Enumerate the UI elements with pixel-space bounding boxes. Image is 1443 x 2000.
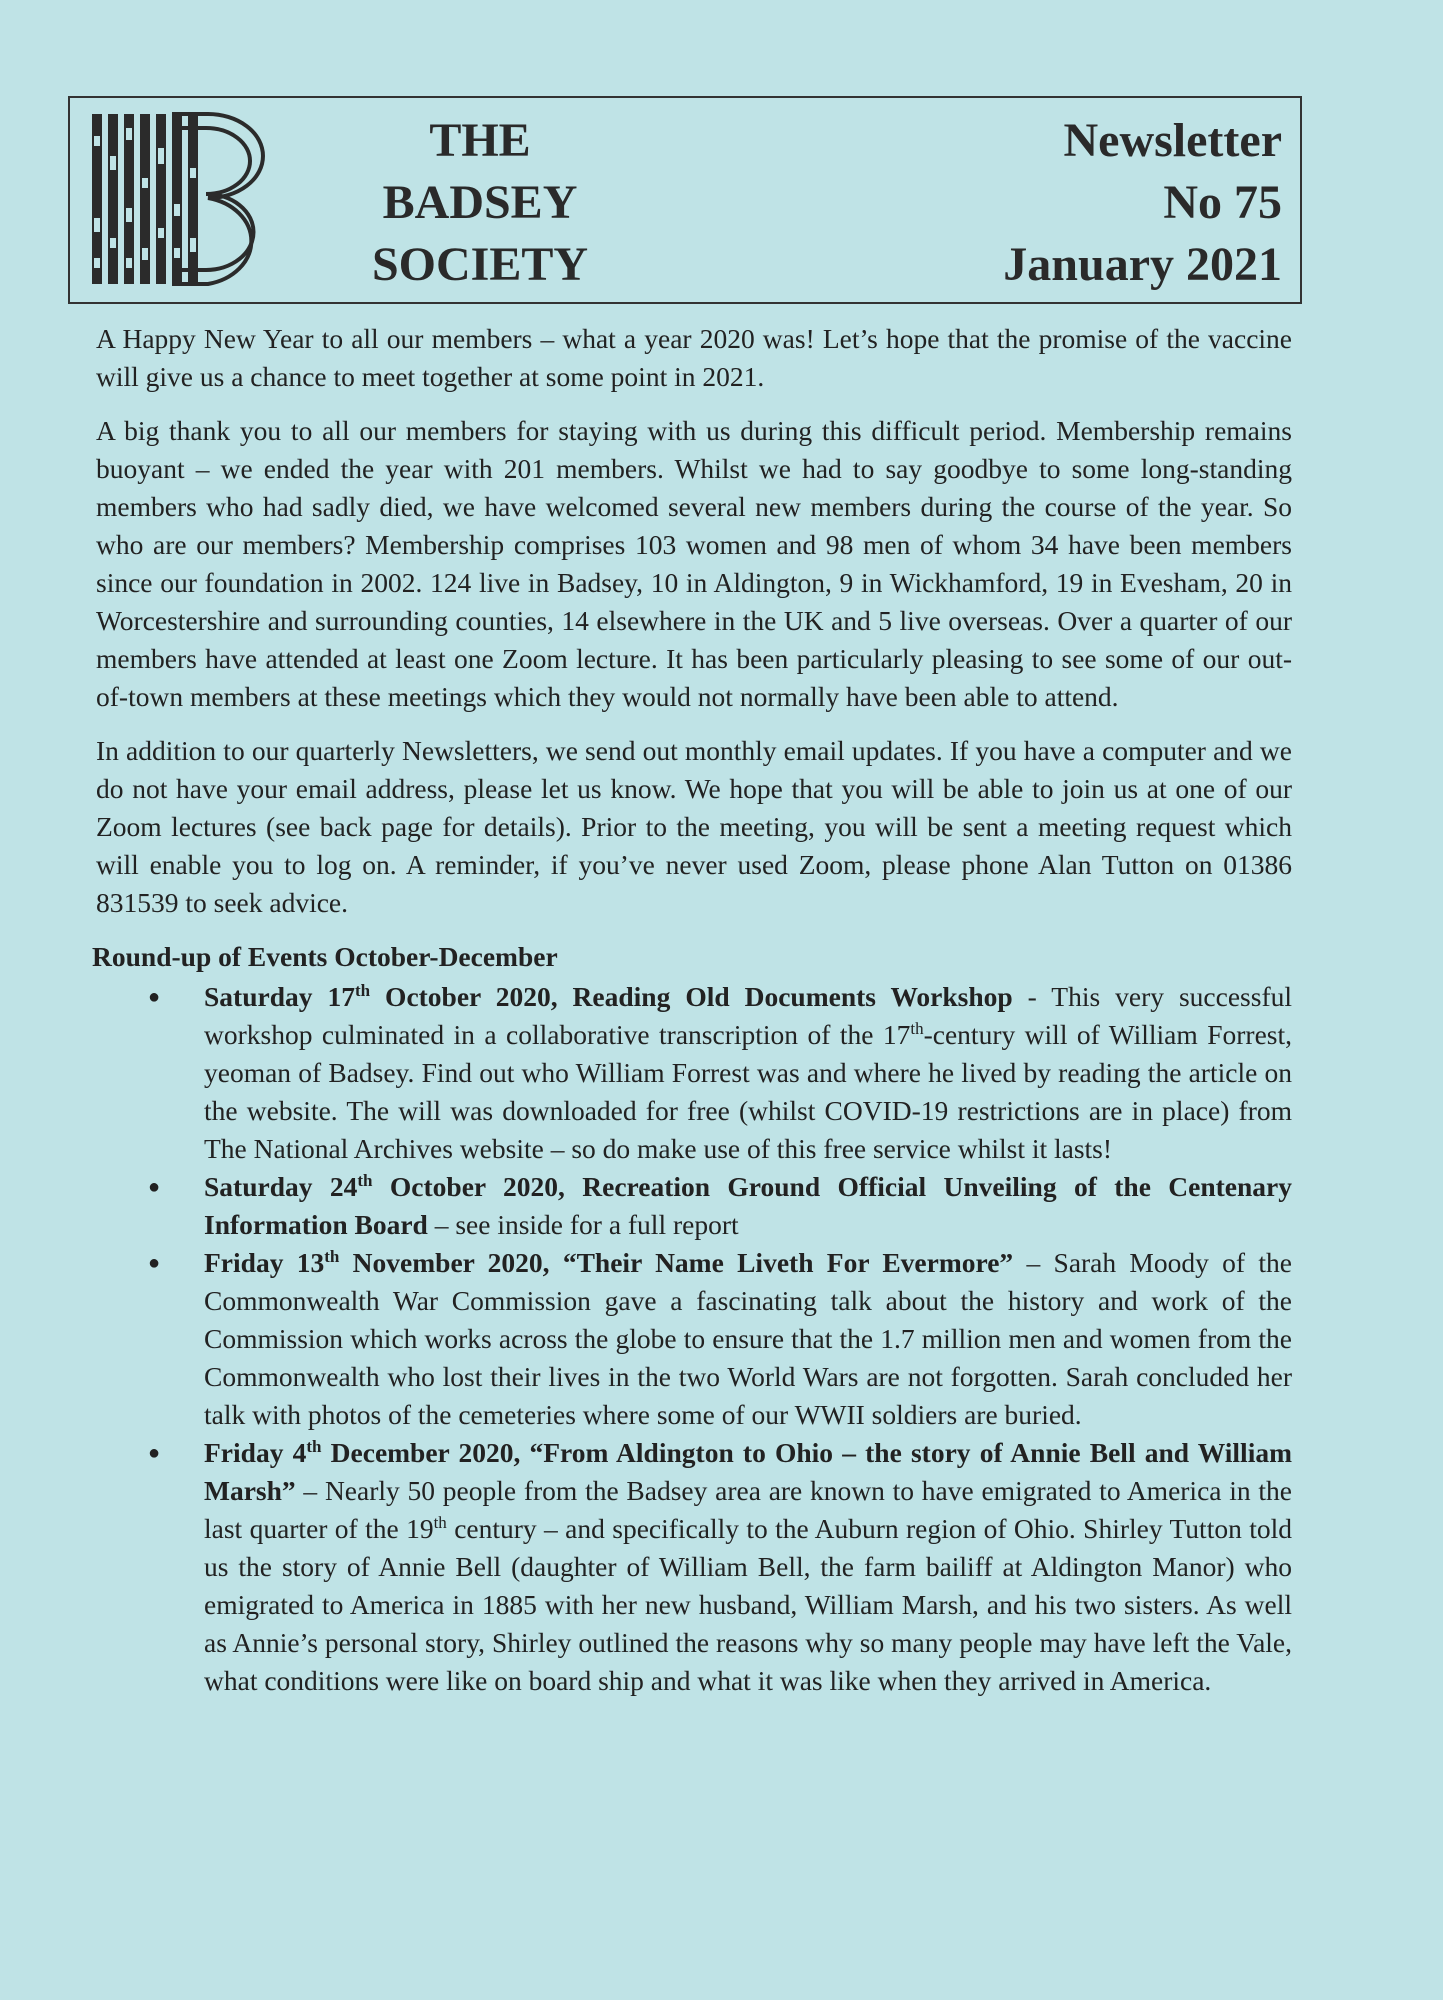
event-title: Saturday 17th October 2020, Reading Old Documents Workshop	[204, 980, 1013, 1012]
society-line-1: THE	[429, 114, 531, 167]
society-name	[350, 110, 610, 296]
intro-paragraph-2: A big thank you to all our members for staying with us during this difficult period. Membership remains buoyant – we ended the year with 201 members. Whilst we had to say goodbye to some long-standing members who had sadly died, we have welcomed several new members during the course of the year. So who are our members? Membership comprises 103 women and 98 men of whom 34 have been members since our foundation in 2002. 124 live in Badsey, 10 in Aldington, 9 in Wickhamford, 19 in Evesham, 20 in Worcestershire and surrounding counties, 14 elsewhere in the UK and 5 live overseas. Over a quarter of our members have attended at least one Zoom lecture. It has been particularly pleasing to see some of our out-of-town members at these meetings which they would not normally have been able to attend.	[96, 415, 1292, 712]
intro-paragraph-3: In addition to our quarterly Newsletters, we send out monthly email updates. If you have a computer and we do not have your email address, please let us know. We hope that you will be able to join us at one of our Zoom lectures (see back page for details). Prior to the meeting, you will be sent a meeting request which will enable you to log on. A reminder, if you’ve never used Zoom, please phone Alan Tutton on 01386 831539 to seek advice.	[96, 735, 1292, 918]
newsletter-body	[92, 320, 1293, 1700]
society-line-3: SOCIETY	[371, 238, 589, 291]
newsletter-label: Newsletter	[1063, 114, 1282, 167]
issue-info	[952, 110, 1282, 296]
event-title: Saturday 24th October 2020, Recreation Ground Official Unveiling of the Centenary Information Board	[204, 1170, 1293, 1240]
badsey-society-logo	[88, 108, 278, 288]
events-list	[96, 978, 1292, 1700]
issue-date: January 2021	[1003, 238, 1282, 291]
bullet-icon: ●	[148, 1442, 161, 1464]
event-description: - This very successful workshop culminated in a collaborative transcription of the 17th-century will of William Forrest, yeoman of Badsey. Find out who William Forrest was and where he lived by reading the article on the website. The will was downloaded for free (whilst COVID-19 restrictions are in place) from The National Archives website – so do make use of this free service whilst it lasts!	[204, 981, 1293, 1164]
bullet-icon: ●	[148, 1252, 161, 1274]
intro-paragraph-1: A Happy New Year to all our members – what a year 2020 was! Let’s hope that the promise of the vaccine will give us a chance to meet together at some point in 2021.	[96, 323, 1292, 392]
event-item-4	[96, 1434, 1292, 1700]
event-title: Friday 4th December 2020, “From Aldington to Ohio – the story of Annie Bell and William Marsh”	[204, 1436, 1292, 1506]
issue-number: No 75	[1163, 176, 1282, 229]
event-item-3	[96, 1244, 1292, 1434]
event-item-1	[96, 978, 1292, 1168]
masthead	[68, 96, 1302, 304]
society-line-2: BADSEY	[382, 176, 578, 229]
roundup-heading: Round-up of Events October-December	[92, 941, 558, 972]
event-description: – Nearly 50 people from the Badsey area are known to have emigrated to America in the last quarter of the 19th century – and specifically to the Auburn region of Ohio. Shirley Tutton told us the story of Annie Bell (daughter of William Bell, the farm bailiff at Aldington Manor) who emigrated to America in 1885 with her new husband, William Marsh, and his two sisters. As well as Annie’s personal story, Shirley outlined the reasons why so many people may have left the Vale, what conditions were like on board ship and what it was like when they arrived in America.	[204, 1475, 1292, 1696]
event-description: – see inside for a full report	[427, 1209, 739, 1240]
event-description: – Sarah Moody of the Commonwealth War Commission gave a fascinating talk about the history and work of the Commission which works across the globe to ensure that the 1.7 million men and women from the Commonwealth who lost their lives in the two World Wars are not forgotten. Sarah concluded her talk with photos of the cemeteries where some of our WWII soldiers are buried.	[204, 1247, 1292, 1430]
event-title: Friday 13th November 2020, “Their Name Liveth For Evermore”	[204, 1246, 1014, 1278]
event-item-2	[96, 1168, 1292, 1244]
bullet-icon: ●	[148, 1176, 161, 1198]
bullet-icon: ●	[148, 986, 161, 1008]
